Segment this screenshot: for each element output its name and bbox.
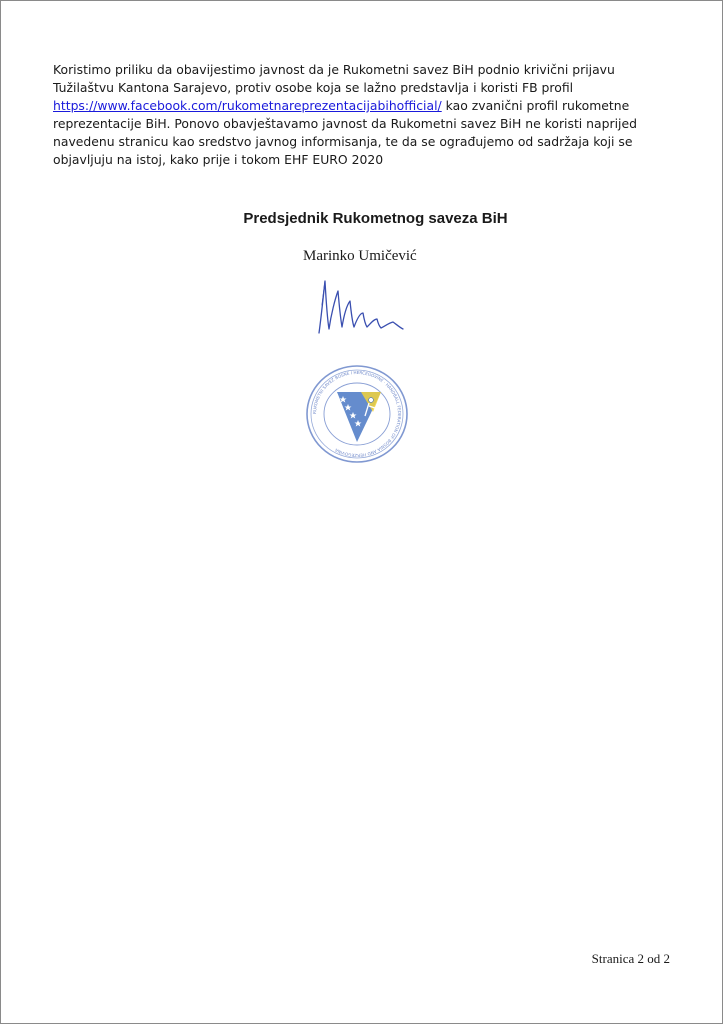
paragraph-line: Tužilaštvu Kantona Sarajevo, protiv osobe koja se lažno predstavlja i koristi FB profil	[53, 80, 574, 95]
paragraph-line: Koristimo priliku da obavijestimo javnost da je Rukometni savez BiH podnio krivični prijavu	[53, 62, 615, 77]
seal-ring-text: RUKOMETNI SAVEZ BOSNE I HERCEGOVINE · HANDBALL FEDERATION OF BOSNIA AND HERZEGOVINA	[311, 369, 403, 459]
page-number: Stranica 2 od 2	[591, 951, 670, 966]
federation-seal-stamp	[303, 362, 411, 466]
paragraph-line: objavljuju na istoj, kako prije i tokom EHF EURO 2020	[53, 152, 384, 167]
signatory-title: Predsjednik Rukometnog saveza BiH	[243, 210, 508, 227]
facebook-profile-link[interactable]: https://www.facebook.com/rukometnareprezentacijabihofficial/	[53, 98, 442, 113]
paragraph-line: reprezentacije BiH. Ponovo obavještavamo javnost da Rukometni savez BiH ne koristi naprijed	[53, 116, 637, 131]
signatory-name: Marinko Umičević	[303, 248, 417, 264]
paragraph-line: navedenu stranicu kao sredstvo javnog informisanja, te da se ograđujemo od sadržaja koji se	[53, 134, 633, 149]
paragraph-text: kao zvanični profil rukometne	[441, 98, 630, 113]
paragraph-line	[53, 97, 673, 115]
handwritten-signature	[311, 269, 411, 343]
notice-paragraph	[53, 61, 673, 169]
